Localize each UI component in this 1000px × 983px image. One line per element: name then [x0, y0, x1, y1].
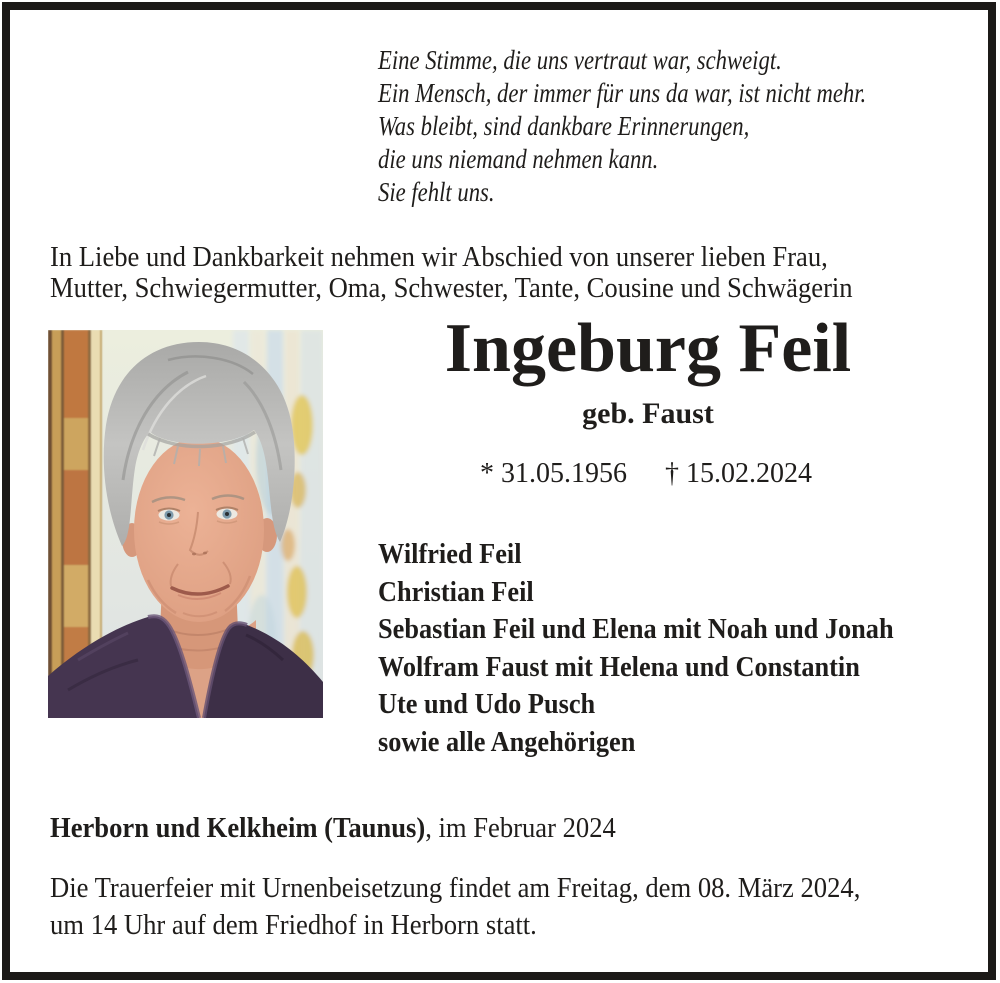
verse-line: Was bleibt, sind dankbare Erinnerungen, [378, 111, 750, 141]
maiden-name: geb. Faust [582, 397, 714, 430]
funeral-line: um 14 Uhr auf dem Friedhof in Herborn statt. [50, 910, 537, 941]
life-dates [328, 458, 964, 490]
verse-line: Eine Stimme, die uns vertraut war, schweigt. [378, 45, 782, 75]
place-date-line [50, 812, 616, 846]
deceased-name: Ingeburg Feil [444, 310, 852, 387]
verse-line: Ein Mensch, der immer für uns da war, ist nicht mehr. [378, 78, 867, 108]
mourner-name: Ute und Udo Pusch [378, 689, 596, 721]
verse-line: Sie fehlt uns. [378, 177, 495, 207]
mourner-name: Wilfried Feil [378, 539, 522, 570]
mourners-list [378, 536, 894, 762]
place-date-rest: , im Februar 2024 [425, 813, 616, 844]
farewell-intro [50, 242, 853, 304]
death-date: † 15.02.2024 [665, 458, 812, 489]
funeral-line: Die Trauerfeier mit Urnenbeisetzung findet am Freitag, dem 08. März 2024, [50, 873, 861, 904]
mourner-name: Wolfram Faust mit Helena und Constantin [378, 651, 860, 683]
portrait-photo [48, 330, 323, 718]
verse-line: die uns niemand nehmen kann. [378, 144, 659, 174]
birth-date: * 31.05.1956 [480, 458, 627, 489]
mourner-name: sowie alle Angehörigen [378, 726, 636, 758]
funeral-info [50, 870, 860, 944]
mourner-name: Sebastian Feil und Elena mit Noah und Jonah [378, 614, 894, 646]
place-names: Herborn und Kelkheim (Taunus) [50, 813, 426, 844]
memorial-verse [378, 44, 866, 209]
deceased-header [330, 312, 966, 490]
portrait-illustration [48, 330, 323, 718]
mourner-name: Christian Feil [378, 576, 534, 608]
intro-line: Mutter, Schwiegermutter, Oma, Schwester, Tante, Cousine und Schwägerin [50, 273, 853, 304]
intro-line: In Liebe und Dankbarkeit nehmen wir Abschied von unserer lieben Frau, [50, 242, 828, 273]
